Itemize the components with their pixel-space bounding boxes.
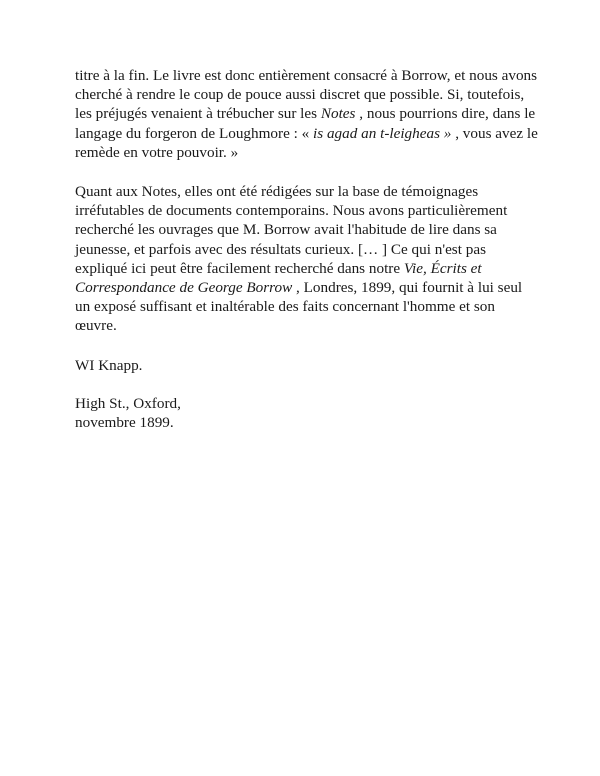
text-segment: expliqué ici peut être facilement recherché dans notre [75, 259, 404, 277]
text-line: un exposé suffisant et inaltérable des faits concernant l'homme et son [75, 298, 495, 316]
document-body [75, 66, 538, 452]
address-street: High St., Oxford, [75, 394, 181, 412]
signature-name: WI Knapp. [75, 356, 143, 374]
signature [75, 356, 533, 375]
italic-book-title: Vie, Écrits et [403, 259, 482, 277]
paragraph-notes [75, 182, 533, 336]
paragraph-intro-end [75, 66, 538, 162]
text-segment: , Londres, 1899, qui fournit à lui seul [292, 279, 523, 297]
text-segment: langage du forgeron de Loughmore : « [75, 124, 314, 142]
address-date: novembre 1899. [75, 414, 174, 432]
italic-gaelic-quote: is agad an t-leigheas » [313, 124, 452, 142]
text-line [75, 278, 533, 297]
text-line [75, 259, 533, 278]
text-line: titre à la fin. Le livre est donc entièrement consacré à Borrow, et nous avons [75, 67, 538, 84]
text-segment: les préjugés venaient à trébucher sur les [75, 105, 321, 123]
text-line: remède en votre pouvoir. » [75, 143, 239, 161]
text-line: Quant aux Notes, elles ont été rédigées sur la base de témoignages [75, 183, 479, 201]
text-line: recherché les ouvrages que M. Borrow avait l'habitude de lire dans sa [75, 221, 497, 239]
text-segment: , vous avez le [451, 124, 538, 142]
text-segment: , nous pourrions dire, dans le [355, 105, 536, 123]
text-line [75, 124, 538, 143]
text-line: œuvre. [75, 317, 117, 335]
text-line: irréfutables de documents contemporains. Nous avons particulièrement [75, 202, 508, 220]
text-line [75, 104, 536, 123]
address-block [75, 394, 533, 432]
italic-book-title: Correspondance de George Borrow [75, 279, 293, 297]
text-line: cherché à rendre le coup de pouce aussi discret que possible. Si, toutefois, [75, 86, 525, 104]
text-line: jeunesse, et parfois avec des résultats curieux. [… ] Ce qui n'est pas [75, 240, 486, 258]
italic-notes: Notes [320, 105, 356, 123]
